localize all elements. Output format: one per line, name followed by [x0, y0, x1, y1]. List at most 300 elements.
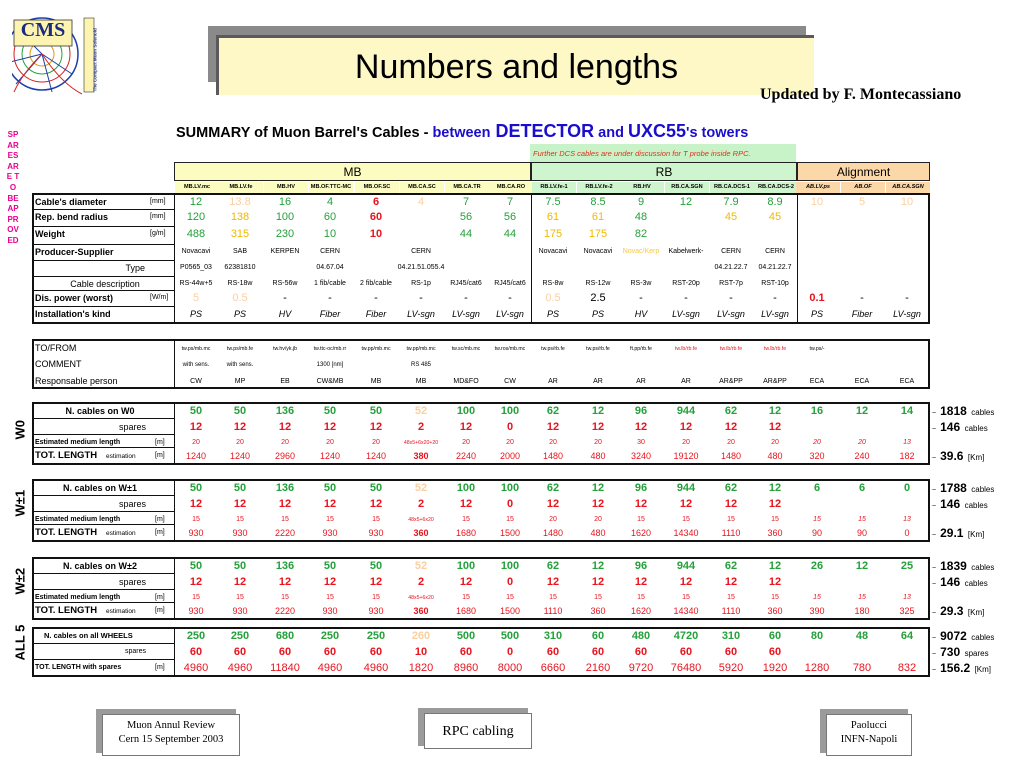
section-total-sub: estimation	[106, 530, 136, 537]
section-value: 15	[372, 516, 380, 523]
section-value: 1240	[185, 451, 207, 461]
section-value: 48x5+6x20+20	[403, 440, 439, 446]
section-value: 12	[189, 498, 203, 510]
property-value: LV-sgn	[893, 309, 921, 319]
routing-value: AR&PP	[763, 378, 787, 385]
property-value: HV	[278, 309, 292, 319]
section-value: 14	[900, 405, 914, 417]
section-value: 12	[724, 576, 738, 588]
updated-by: Updated by F. Montecassiano	[760, 86, 962, 103]
section-value: 1240	[365, 451, 387, 461]
section-value: 62	[546, 560, 560, 572]
routing-value: tw.hv/yk.jb	[273, 346, 297, 352]
section-value: 1240	[229, 451, 251, 461]
property-value: 138	[230, 211, 250, 223]
property-value: 61	[591, 211, 605, 223]
property-unit: [mm]	[150, 198, 166, 205]
property-value: RS-56w	[272, 280, 298, 287]
section-value: 12	[724, 498, 738, 510]
section-value: 15	[858, 594, 866, 601]
routing-value: MB	[415, 378, 427, 385]
row-divider	[32, 524, 174, 525]
property-value: Novacavi	[583, 248, 613, 255]
routing-value: ft.pp/rb.fe	[630, 346, 652, 352]
property-value: 6	[372, 196, 380, 208]
section-value: 480	[590, 528, 606, 538]
property-value: RST-20p	[672, 280, 700, 287]
property-value: RS-18w	[227, 280, 253, 287]
routing-value: CW	[504, 378, 516, 385]
property-value: 5	[192, 292, 200, 304]
all-value: 250	[320, 630, 340, 642]
section-value: 50	[369, 405, 383, 417]
section-value: 20	[727, 439, 735, 446]
section-value: 12	[459, 421, 473, 433]
section-value: 15	[727, 516, 735, 523]
routing-value: ECA	[809, 378, 825, 385]
routing-value: MD&FO	[453, 378, 479, 385]
property-value: 175	[543, 228, 563, 240]
property-label: Installation's kind	[35, 309, 111, 319]
property-value: 45	[724, 211, 738, 223]
all-value: 60	[591, 646, 605, 658]
section-value: 14340	[673, 528, 699, 538]
section-unit: [m]	[155, 516, 165, 523]
property-value: -	[464, 292, 468, 304]
page-title: Numbers and lengths	[354, 48, 679, 86]
section-value: 96	[634, 482, 648, 494]
section-value: 50	[233, 405, 247, 417]
section-side-label: W±2	[12, 567, 28, 595]
section-value: 62	[546, 482, 560, 494]
row-divider	[32, 511, 174, 512]
routing-label: Responsable person	[35, 376, 118, 386]
section-value: 12	[546, 421, 560, 433]
section-value: 62	[724, 482, 738, 494]
section-value: 12	[634, 421, 648, 433]
section-value: 14340	[673, 606, 699, 616]
property-value: LV-sgn	[452, 309, 480, 319]
all-value: 9720	[628, 662, 654, 674]
all-value: 60	[768, 646, 782, 658]
property-value: -	[374, 292, 378, 304]
property-value: PS	[591, 309, 604, 319]
routing-value: 1300 [nm]	[316, 362, 344, 368]
section-value: 15	[462, 594, 470, 601]
property-value: 7.5	[545, 196, 561, 208]
property-value: 230	[275, 228, 295, 240]
property-value: -	[860, 292, 864, 304]
all-value: 60	[233, 646, 247, 658]
section-value: 15	[326, 516, 334, 523]
section-value: 0	[506, 421, 514, 433]
section-value: 1620	[630, 606, 652, 616]
routing-value: tw.ros/mb.mc	[494, 346, 526, 352]
property-value: 100	[275, 211, 295, 223]
section-value: 12	[634, 498, 648, 510]
section-value: 2000	[499, 451, 521, 461]
column-header: MB.CA.RO	[489, 182, 533, 193]
section-value: 50	[323, 405, 337, 417]
all-value: 310	[543, 630, 563, 642]
section-value: 2220	[274, 606, 296, 616]
column-header: MB.CA.SC	[400, 182, 444, 193]
section-value: 15	[637, 594, 645, 601]
property-value: -	[419, 292, 423, 304]
section-total: ~ 146 cables	[932, 497, 988, 511]
section-value: 12	[724, 421, 738, 433]
property-label: Dis. power (worst)	[35, 293, 114, 303]
section-value: 360	[413, 606, 429, 616]
all-value: 5920	[718, 662, 744, 674]
property-value: PS	[546, 309, 559, 319]
section-value: 15	[727, 594, 735, 601]
property-value: 56	[459, 211, 473, 223]
section-value: 100	[500, 482, 520, 494]
property-value: 44	[459, 228, 473, 240]
section-value: 1500	[499, 606, 521, 616]
section-value: 136	[275, 482, 295, 494]
property-value: HV	[634, 309, 648, 319]
property-value: 315	[230, 228, 250, 240]
column-header: RB.CA.SGN	[665, 182, 709, 193]
section-value: 1680	[455, 606, 477, 616]
property-value: 5	[858, 196, 866, 208]
property-value: 61	[546, 211, 560, 223]
section-value: 19120	[673, 451, 699, 461]
property-value: RJ45/cat6	[494, 280, 526, 287]
all-value: 250	[366, 630, 386, 642]
routing-value: AR	[548, 378, 558, 385]
column-header: AB.OF	[841, 182, 885, 193]
section-value: 13	[903, 439, 911, 446]
all-value: 4960	[227, 662, 253, 674]
property-value: 56	[503, 211, 517, 223]
all-spares-label: spares	[124, 648, 146, 655]
column-divider	[531, 193, 532, 324]
footer-right	[826, 714, 912, 756]
section-value: 50	[369, 482, 383, 494]
section-value: 1620	[630, 528, 652, 538]
section-value: 20	[813, 439, 821, 446]
section-value: 50	[323, 560, 337, 572]
section-value: 15	[192, 594, 200, 601]
property-value: 62381810	[224, 264, 256, 271]
section-total: ~ 146 cables	[932, 420, 988, 434]
property-value: Novacavi	[181, 248, 211, 255]
section-value: 50	[233, 482, 247, 494]
property-value: 04.21.51.055.4	[397, 264, 445, 271]
section-value: 240	[854, 451, 870, 461]
section-value: 48x5+6x20	[408, 595, 434, 601]
section-value: 360	[767, 528, 783, 538]
row-divider	[32, 447, 174, 448]
section-value: 12	[546, 498, 560, 510]
section-value: 12	[189, 576, 203, 588]
section-value: 12	[233, 421, 247, 433]
section-value: 12	[591, 405, 605, 417]
section-value: 15	[771, 516, 779, 523]
routing-value: tw.ps/-	[809, 346, 825, 352]
section-value: 0	[506, 576, 514, 588]
property-value: Kabelwerk-	[668, 248, 704, 255]
routing-value: AR	[593, 378, 603, 385]
property-value: 0.1	[809, 292, 825, 304]
property-value: 13.8	[229, 196, 251, 208]
property-value: 10	[900, 196, 914, 208]
column-header: RB.CA.DCS-1	[710, 182, 754, 193]
property-value: RS-3w	[630, 280, 652, 287]
section-value: 930	[232, 528, 248, 538]
column-header: RB.LV.fe-2	[577, 182, 621, 193]
property-value: 7	[462, 196, 470, 208]
property-value: RJ45/cat6	[450, 280, 482, 287]
section-value: 390	[809, 606, 825, 616]
property-value: LV-sgn	[761, 309, 789, 319]
section-value: 136	[275, 405, 295, 417]
section-value: 62	[546, 405, 560, 417]
routing-label: COMMENT	[35, 359, 82, 369]
all-value: 310	[721, 630, 741, 642]
all-value: 4960	[363, 662, 389, 674]
section-value: 15	[549, 594, 557, 601]
section-value: 1110	[543, 606, 563, 616]
row-divider	[32, 495, 174, 496]
section-value: 1480	[542, 451, 564, 461]
all-value: 60	[679, 646, 693, 658]
section-total: ~ 146 cables	[932, 575, 988, 589]
routing-value: tw.pp/mb.mc	[406, 346, 436, 352]
section-value: 1110	[721, 528, 741, 538]
section-value: 50	[189, 560, 203, 572]
section-value: 96	[634, 560, 648, 572]
all-value: 1920	[762, 662, 788, 674]
property-value: PS	[233, 309, 246, 319]
all-value: 4720	[673, 630, 699, 642]
section-value: 13	[903, 516, 911, 523]
section-total: ~ 29.1 [Km]	[932, 526, 985, 540]
section-value: 12	[768, 482, 782, 494]
section-value: 100	[500, 405, 520, 417]
property-value: 10	[369, 228, 383, 240]
property-value: 7	[506, 196, 514, 208]
routing-value: AR&PP	[719, 378, 743, 385]
all-value: 80	[810, 630, 824, 642]
all-value: 60	[459, 646, 473, 658]
section-value: 12	[278, 498, 292, 510]
section-value: 26	[810, 560, 824, 572]
property-value: RST-10p	[761, 280, 789, 287]
section-value: 100	[456, 405, 476, 417]
property-value: LV-sgn	[496, 309, 524, 319]
section-value: 2	[417, 576, 425, 588]
section-value: 12	[768, 405, 782, 417]
section-value: 12	[679, 576, 693, 588]
section-value: 2220	[274, 528, 296, 538]
property-value: 60	[369, 211, 383, 223]
column-divider	[174, 339, 175, 389]
property-value: CERN	[320, 248, 340, 255]
property-label: Producer-Supplier	[35, 247, 114, 257]
section-value: 100	[500, 560, 520, 572]
section-value: 12	[679, 421, 693, 433]
dcs-note: Further DCS cables are under discussion for T probe inside RPC.	[533, 149, 751, 158]
column-header: MB.CA.TR	[445, 182, 489, 193]
section-value: 12	[679, 498, 693, 510]
routing-value: ECA	[854, 378, 870, 385]
section-value: 90	[811, 528, 822, 538]
section-total: ~ 1818 cables	[932, 404, 995, 418]
section-spares-label: spares	[118, 499, 146, 509]
section-value: 20	[858, 439, 866, 446]
section-value: 0	[904, 528, 910, 538]
property-value: 488	[186, 228, 206, 240]
property-label: Cable's diameter	[35, 197, 107, 207]
section-unit: [m]	[155, 529, 165, 536]
row-divider	[32, 434, 174, 435]
routing-value: tw.ps/rb.fe	[586, 346, 610, 352]
property-value: CERN	[411, 248, 431, 255]
property-value: CERN	[721, 248, 741, 255]
footer-author: Paolucci	[850, 720, 888, 731]
property-value: 0.5	[232, 292, 248, 304]
section-value: 20	[372, 439, 380, 446]
section-total-label: TOT. LENGTH	[35, 450, 98, 461]
section-value: 12	[323, 421, 337, 433]
column-header: MB.OF.SC	[355, 182, 399, 193]
section-value: 15	[281, 594, 289, 601]
section-value: 52	[414, 560, 428, 572]
property-value: 2.5	[590, 292, 606, 304]
routing-value: CW&MB	[316, 378, 344, 385]
property-value: 60	[323, 211, 337, 223]
property-value: RS-1p	[411, 280, 431, 287]
all-value: 680	[275, 630, 295, 642]
property-value: PS	[810, 309, 823, 319]
all-value: 64	[900, 630, 914, 642]
property-value: 8.9	[767, 196, 783, 208]
property-value: LV-sgn	[717, 309, 745, 319]
section-value: 2	[417, 498, 425, 510]
all-value: 832	[897, 662, 917, 674]
section-total-sub: estimation	[106, 453, 136, 460]
all-value: 0	[506, 646, 514, 658]
logo-subtitle: The Compact Muon Solenoid	[92, 28, 98, 92]
section-value: 182	[899, 451, 915, 461]
all-value: 250	[230, 630, 250, 642]
footer-center: RPC cabling	[424, 713, 532, 749]
property-value: 48	[634, 211, 648, 223]
all-value: 8960	[453, 662, 479, 674]
property-value: -	[283, 292, 287, 304]
section-value: 50	[189, 482, 203, 494]
property-value: Fiber	[319, 309, 341, 319]
section-value: 360	[767, 606, 783, 616]
section-value: 20	[594, 516, 602, 523]
section-value: 12	[459, 498, 473, 510]
row-divider	[32, 573, 174, 574]
section-value: 12	[591, 421, 605, 433]
all-value: 8000	[497, 662, 523, 674]
property-unit: [W/m]	[150, 294, 169, 301]
property-value: 04.67.04	[316, 264, 344, 271]
section-value: 930	[368, 606, 384, 616]
section-value: 15	[682, 516, 690, 523]
routing-value: MP	[234, 378, 246, 385]
routing-value: tw.sc/mb.mc	[451, 346, 481, 352]
routing-value: with sens.	[182, 362, 210, 368]
section-value: 15	[281, 516, 289, 523]
row-divider	[32, 602, 174, 603]
section-total: ~ 29.3 [Km]	[932, 604, 985, 618]
section-spares-label: spares	[118, 422, 146, 432]
section-value: 1480	[720, 451, 742, 461]
section-value: 50	[323, 482, 337, 494]
column-header: MB.OF.TTC-MC	[309, 182, 353, 193]
property-value: 1 fib/cable	[314, 280, 346, 287]
section-value: 20	[594, 439, 602, 446]
property-label: Type	[125, 263, 145, 273]
side-note: SPARES ARE TO BE APPROVED	[6, 130, 20, 245]
section-value: 100	[456, 560, 476, 572]
section-value: 20	[236, 439, 244, 446]
column-header: AB.LV.ps	[796, 182, 840, 193]
section-value: 930	[368, 528, 384, 538]
column-divider	[797, 193, 798, 324]
section-value: 15	[506, 516, 514, 523]
section-unit: [m]	[155, 594, 165, 601]
section-total: ~ 1788 cables	[932, 481, 995, 495]
property-value: KERPEN	[270, 248, 300, 255]
section-length-label: Estimated medium length	[35, 516, 121, 523]
section-unit: [m]	[155, 607, 165, 614]
section-value: 16	[810, 405, 824, 417]
section-value: 20	[549, 516, 557, 523]
property-value: -	[773, 292, 777, 304]
section-value: 12	[855, 405, 869, 417]
all-value: 500	[500, 630, 520, 642]
section-value: 2	[417, 421, 425, 433]
row-divider	[32, 209, 174, 210]
column-header: RB.LV.fe-1	[532, 182, 576, 193]
all-value: 60	[591, 630, 605, 642]
section-value: 13	[903, 594, 911, 601]
section-value: 12	[233, 576, 247, 588]
property-value: RS-8w	[542, 280, 564, 287]
section-value: 15	[372, 594, 380, 601]
section-value: 12	[278, 576, 292, 588]
section-unit: [m]	[155, 439, 165, 446]
section-value: 944	[676, 405, 696, 417]
all-value: 250	[186, 630, 206, 642]
section-value: 12	[323, 498, 337, 510]
all-value: 76480	[670, 662, 702, 674]
section-total-label: TOT. LENGTH	[35, 527, 98, 538]
section-length-label: Estimated medium length	[35, 594, 121, 601]
section-value: 12	[546, 576, 560, 588]
routing-value: ECA	[899, 378, 915, 385]
footer-institution: INFN-Napoli	[840, 734, 898, 745]
row-divider	[32, 643, 174, 644]
routing-value: MB	[370, 378, 382, 385]
section-value: 2960	[274, 451, 296, 461]
section-value: 320	[809, 451, 825, 461]
row-divider	[32, 226, 174, 227]
routing-value: tw.lb/rb.fe	[674, 346, 698, 352]
column-header: MB.LV.mc	[175, 182, 219, 193]
section-value: 1500	[499, 528, 521, 538]
property-label: Cable description	[70, 279, 140, 289]
